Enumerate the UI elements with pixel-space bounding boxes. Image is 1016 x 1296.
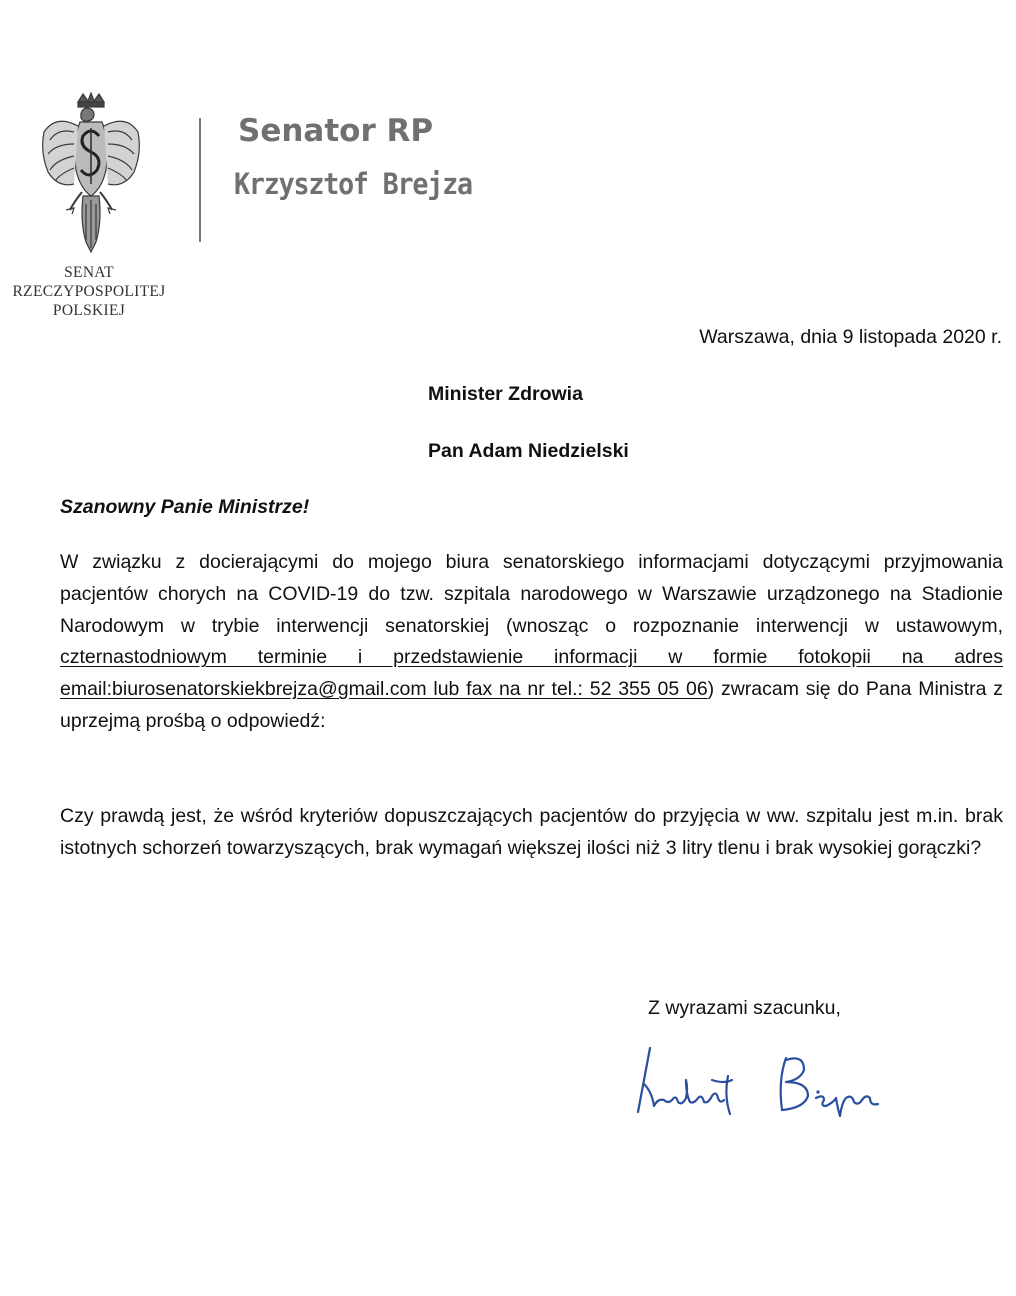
body-paragraph-2: Czy prawdą jest, że wśród kryteriów dopuszczających pacjentów do przyjęcia w ww. szpitalu jest m.in. brak istotnych schorzeń towarzyszących, brak wymagań większej ilości niż 3 litry tlenu i brak wysokiej gorączki?	[60, 805, 1003, 859]
header-senator-name: Krzysztof Brejza	[234, 167, 472, 201]
closing-phrase: Z wyrazami szacunku,	[648, 997, 841, 1019]
header-title: Senator RP	[238, 113, 434, 149]
senate-caption	[0, 263, 178, 320]
letter-date: Warszawa, dnia 9 listopada 2020 r.	[699, 326, 1002, 348]
caption-line-3: POLSKIEJ	[52, 302, 126, 319]
caption-line-1: SENAT	[64, 264, 114, 281]
paragraph-1-intro: W związku z docierającymi do mojego biura senatorskiego informacjami dotyczącymi przyjmowania pacjentów chorych na COVID-19 do tzw. szpitala narodowego w Warszawie urządzonego na Stadionie Narodowym w trybie interwencji senatorskiej (wnosząc o rozpoznanie interwencji w ustawowym,	[60, 551, 1003, 637]
paragraph-1-contact-details: czternastodniowym terminie i przedstawienie informacji w formie fotokopii na adres email:biurosenatorskiekbrejza@gmail.com lub fax na nr tel.: 52 355 05 06	[60, 646, 1003, 701]
caption-line-2: RZECZYPOSPOLITEJ	[12, 283, 166, 300]
body-paragraph-1	[60, 547, 1003, 738]
paragraph-1-request: ) zwracam się do Pana Ministra z uprzejmą prośbą o odpowiedź:	[60, 678, 1003, 732]
recipient-title: Minister Zdrowia	[428, 383, 583, 405]
header-divider	[199, 118, 201, 242]
senate-eagle-emblem-icon	[36, 92, 146, 262]
salutation: Szanowny Panie Ministrze!	[60, 496, 310, 518]
handwritten-signature-icon	[628, 1040, 888, 1120]
recipient-name: Pan Adam Niedzielski	[428, 440, 629, 462]
